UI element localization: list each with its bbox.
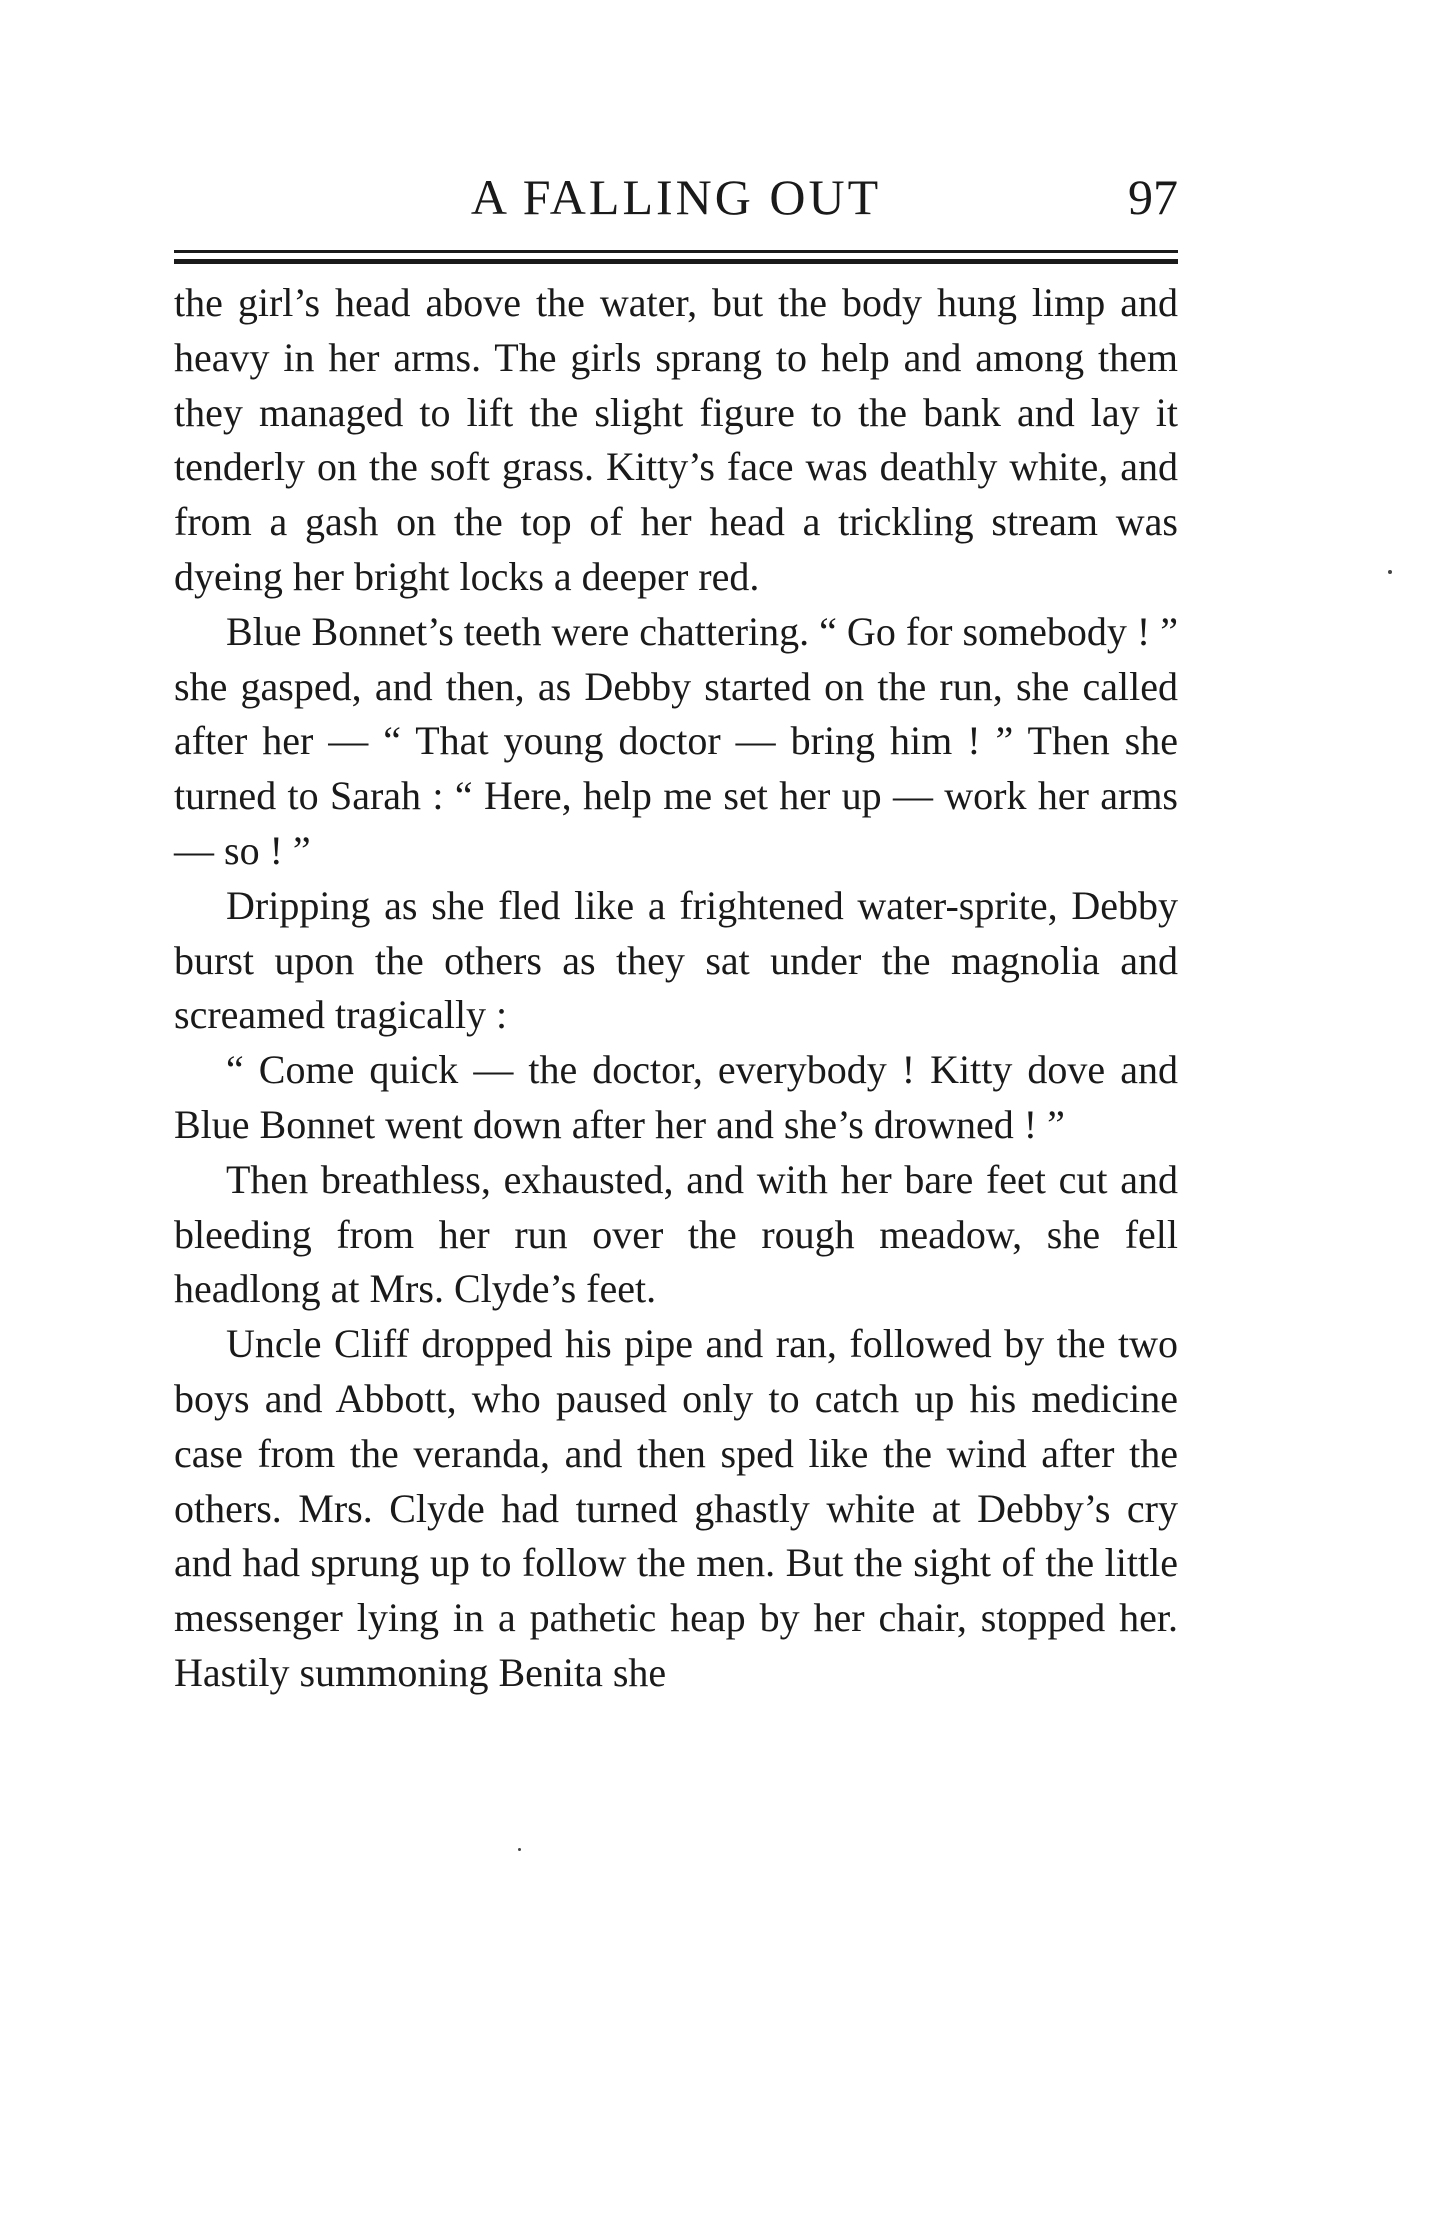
paragraph-4: “ Come quick — the doctor, everybody ! Kitty dove and Blue Bonnet went down after her and she’s drowned ! ”: [174, 1047, 1178, 1147]
page-number: 97: [1128, 169, 1178, 225]
paragraph-6: Uncle Cliff dropped his pipe and ran, followed by the two boys and Abbott, who paused only to catch up his medicine case from the veranda, and then sped like the wind after the others. Mrs. Clyde had turned ghastly white at Debby’s cry and had sprung up to follow the men. But the sight of the little messenger lying in a pathetic heap by her chair, stopped her. Hastily summoning Benita she: [174, 1321, 1178, 1695]
paper-speck: [1388, 570, 1392, 574]
paragraph-5: Then breathless, exhausted, and with her bare feet cut and bleeding from her run over the rough meadow, she fell headlong at Mrs. Clyde’s feet.: [174, 1156, 1178, 1312]
chapter-title: A FALLING OUT: [470, 169, 882, 225]
body-text: [174, 276, 1178, 1701]
paragraph-1: the girl’s head above the water, but the body hung limp and heavy in her arms. The girls sprang to help and among them they managed to lift the slight figure to the bank and lay it tenderly on the soft grass. Kitty’s face was deathly white, and from a gash on the top of her head a trickling stream was dyeing her bright locks a deeper red.: [174, 280, 1178, 599]
book-page: [174, 160, 1178, 1701]
paper-speck: [518, 1848, 521, 1851]
running-head: [174, 160, 1178, 230]
paragraph-3: Dripping as she fled like a frightened water-sprite, Debby burst upon the others as they sat under the magnolia and screamed tragically :: [174, 882, 1178, 1038]
header-rule: [174, 250, 1178, 264]
paragraph-2: Blue Bonnet’s teeth were chattering. “ Go for somebody ! ” she gasped, and then, as Debby started on the run, she called after her — “ That young doctor — bring him ! ” Then she turned to Sarah : “ Here, help me set her up — work her arms — so ! ”: [174, 608, 1178, 873]
